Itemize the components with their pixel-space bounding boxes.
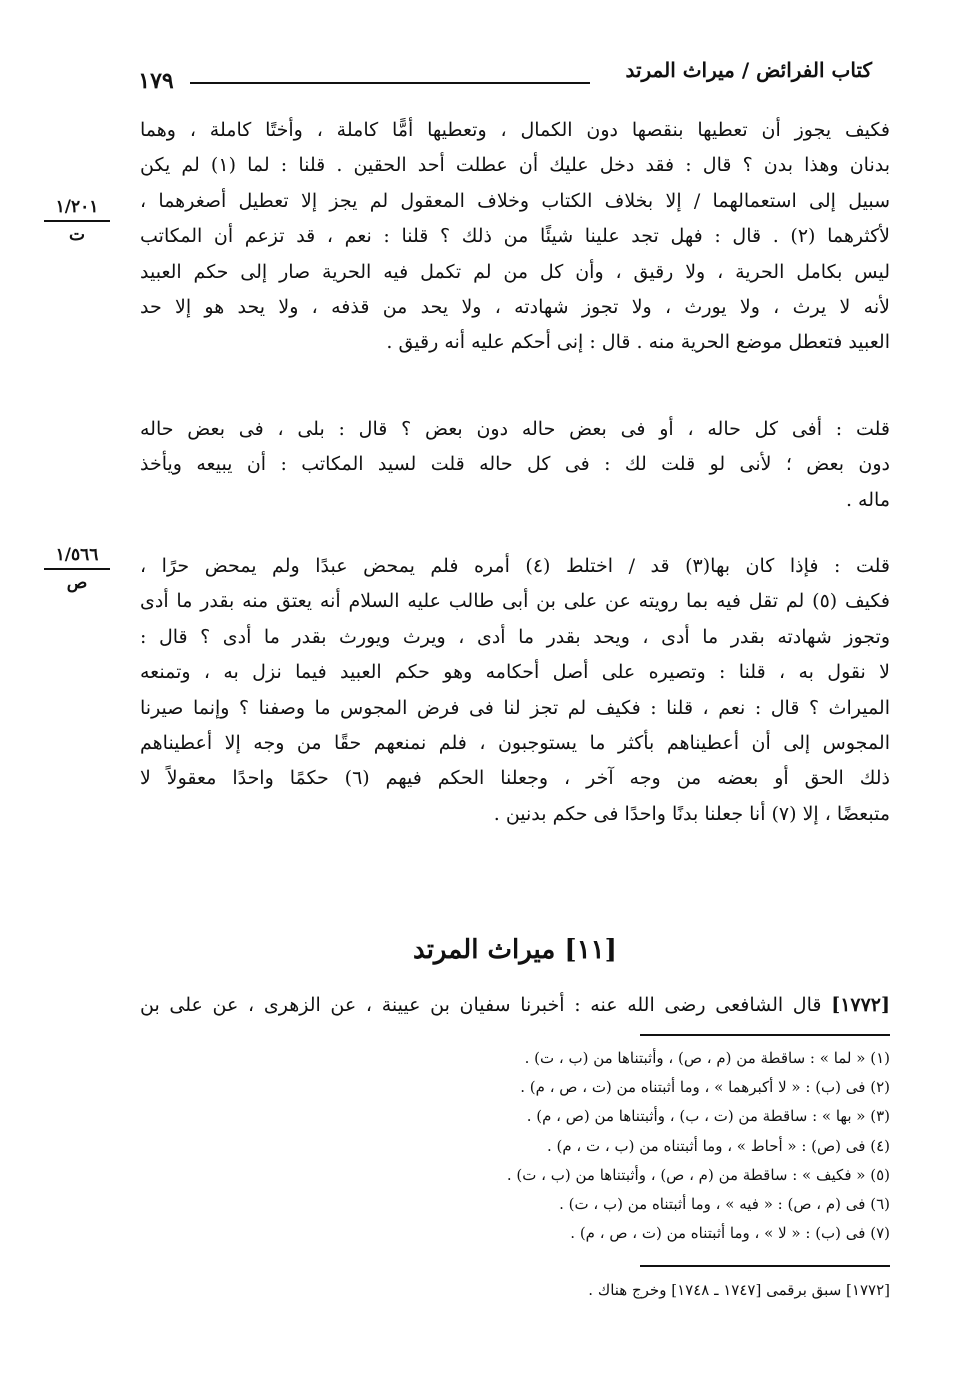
text-line: فكيف يجوز أن تعطيها بنقصها دون الكمال ، وتعطيها أمًّا كاملة ، وأختًا كاملة ، وهما — [140, 119, 890, 141]
text-line: لأنه لا يرث ، ولا يورث ، ولا تجوز شهادته ، ولا يحد من قذفه ، ولا يحد هو إلا حد — [140, 295, 890, 318]
footnote-rule — [640, 1034, 890, 1036]
paragraph-3 — [140, 549, 890, 832]
hadith-number: [١٧٧٢] — [831, 994, 890, 1016]
text-line: بدنان وهذا بدن ؟ قال : فقد دخل عليك أن عطلت أحد الحقين . قلنا : لما (١) لم يكن — [140, 154, 890, 177]
text-line: قلت : فإذا كان بها(٣) قد / اختلط (٤) أمره فلم يمحض عبدًا ولم يمحض حرًا ، — [140, 555, 890, 577]
footnote: (٢) فى (ب) : « لا أكبرهما » ، وما أثبتناه من (ت ، ص ، م) . — [520, 1078, 890, 1097]
running-header-title: كتاب الفرائض / ميراث المرتد — [625, 58, 872, 82]
text-line: سبيل إلى استعمالهما / إلا بخلاف الكتاب وخلاف المعقول لم يجز إلا تعطيل أصغرهما ، — [140, 189, 890, 212]
margin-reference — [36, 544, 118, 594]
footnote: (٤) فى (ص) : « أحاط » ، وما أثبتناه من (ب ، ت ، م) . — [546, 1136, 890, 1155]
text-line: العبيد فتعطل موضع الحرية منه . قال : إنى أحكم عليه أنه رقيق . — [386, 331, 890, 354]
margin-reference-bar — [44, 220, 110, 222]
section-heading: [١١] ميراث المرتد — [413, 935, 617, 965]
text-line: لا نقول به ، قلنا : وتصيره على أصل أحكامه وهو حكم العبيد فيما نزل به ، وتمنعه — [140, 661, 890, 684]
cross-reference-note: [١٧٧٢] سبق برقمى [١٧٤٧ ـ ١٧٤٨] وخرج هناك . — [588, 1281, 890, 1299]
text-line: متبعضًا ، إلا (٧) أنا جعلنا بدنًا واحدًا فى حكم بدنين . — [493, 802, 890, 825]
footnote: (٦) فى (م ، ص) : « فيه » ، وما أثبتناه من (ب ، ت) . — [559, 1194, 890, 1213]
footnote: (١) « لما » : ساقطة من (م ، ص) ، وأثبتناها من (ب ، ت) . — [524, 1049, 890, 1067]
text-line: دون بعض ؛ لأنى لو قلت لك : فى كل حاله قلت لسيد المكاتب : أن يبيعه ويأخذ — [140, 453, 890, 476]
footnote: (٧) فى (ب) : « لا » ، وما أثبتناه من (ت ، ص ، م) . — [570, 1224, 890, 1243]
footnotes — [300, 1044, 890, 1248]
margin-reference-top: ١/٥٦٦ — [55, 545, 99, 565]
margin-reference-top: ١/٢٠١ — [55, 197, 99, 217]
text-line: ذلك الحق أو بعضه من وجه آخر ، وجعلنا الحكم فيهم (٦) حكمًا واحدًا معقولاً لا — [140, 767, 890, 790]
text-line: قلت : أفى كل حاله ، أو فى بعض حاله دون بعض ؟ قال : بلى ، فى بعض حاله — [140, 418, 890, 440]
text-line: لأكثرهما (٢) . قال : فهل تجد علينا شيئًا من ذلك ؟ قلنا : نعم ، قد تزعم أن المكاتب — [140, 225, 890, 248]
paragraph-2 — [140, 412, 890, 518]
text-line: وتجوز شهادته بقدر ما أدى ، ويحد بقدر ما أدى ، ويرث ويورث بقدر ما أدى ؟ قال : — [140, 625, 890, 648]
text-line: ماله . — [845, 488, 890, 511]
text-line: الميراث ؟ قال : نعم ، قلنا : فكيف لم تجز لنا فى فرض المجوس ما وصفنا ؟ وإنما صيرنا — [140, 696, 890, 719]
margin-reference-bar — [44, 568, 110, 570]
margin-reference-bottom: ت — [68, 225, 85, 245]
text-line: ليس بكامل الحرية ، ولا رقيق ، وأن كل من لم تكمل فيه الحرية صار إلى حكم العبيد — [140, 260, 890, 283]
footnote: (٣) « بها » : ساقطة من (ت ، ب) ، وأثبتناها من (ص ، م) . — [526, 1107, 890, 1126]
section-first-line — [140, 988, 890, 1022]
margin-reference — [36, 196, 118, 246]
section-first-line-text: قال الشافعى رضى الله عنه : أخبرنا سفيان بن عيينة ، عن الزهرى ، عن على بن — [140, 994, 822, 1016]
footnote-rule — [640, 1265, 890, 1267]
header-rule — [190, 82, 590, 84]
text-line: المجوس إلى أن أعطيناهم بأكثر ما يستوجبون ، فلم نمنعهم حقًا من وجه إلا أعطيناهم — [140, 731, 890, 754]
text-line: فكيف (٥) لم تقل فيه بما رويته عن على بن أبى طالب عليه السلام أنه يعتق منه بقدر ما أدى — [140, 590, 890, 613]
footnote: (٥) « فكيف » : ساقطة من (م ، ص) ، وأثبتناها من (ب ، ت) . — [506, 1165, 890, 1184]
paragraph-1 — [140, 113, 890, 361]
margin-reference-bottom: ص — [66, 573, 88, 593]
page-number: ١٧٩ — [138, 68, 174, 94]
